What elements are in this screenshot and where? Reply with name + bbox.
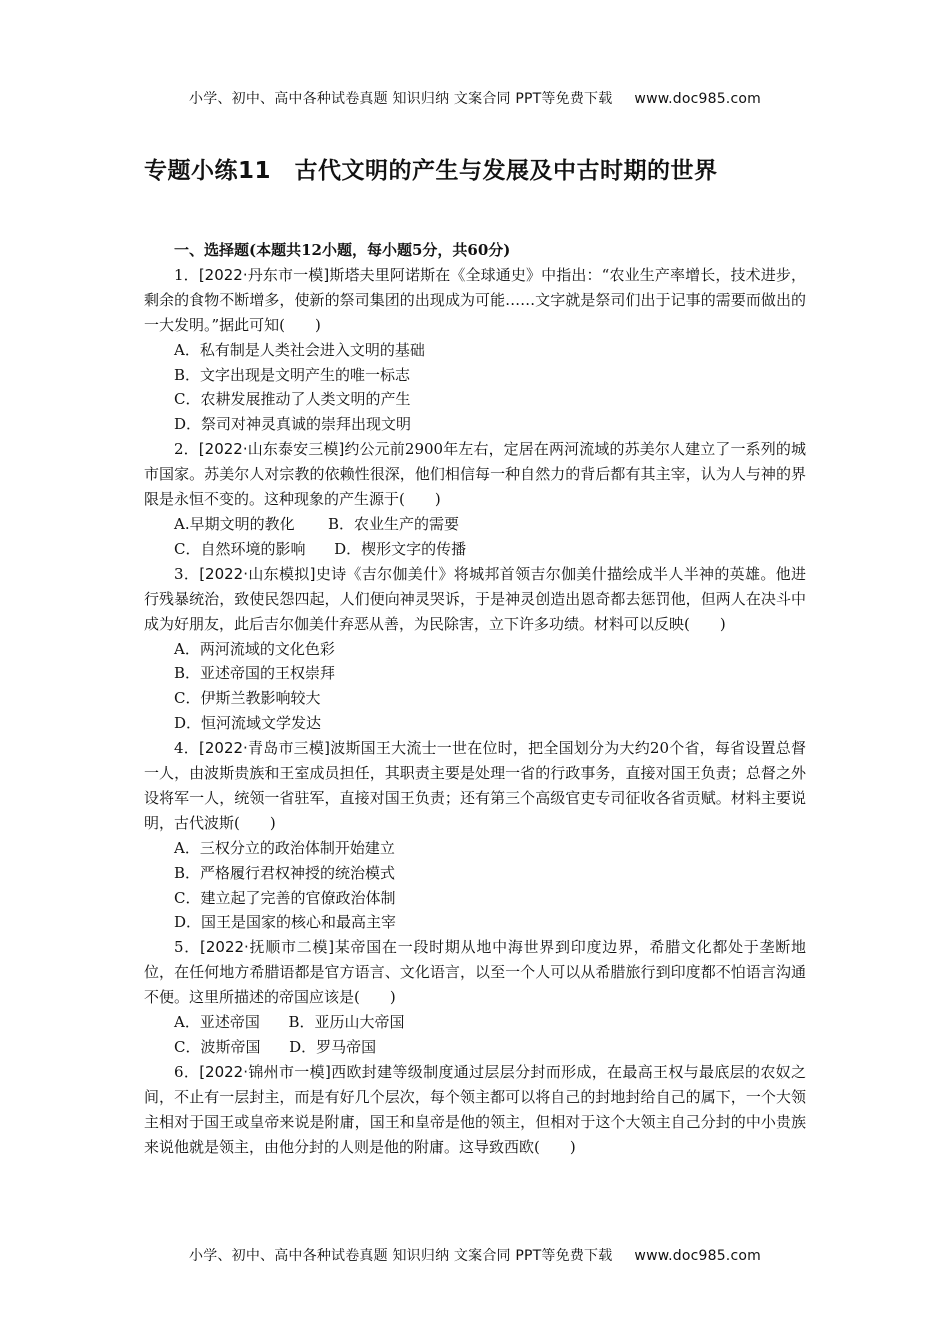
answer-option: A.早期文明的教化 B．农业生产的需要 bbox=[174, 514, 460, 533]
answer-option: A．三权分立的政治体制开始建立 bbox=[174, 838, 395, 857]
question-number: 6． bbox=[174, 1062, 200, 1081]
question-text: 波斯国王大流士一世在位时，把全国划分为大约20个省，每省设置总督一人，由波斯贵族和王室成员担任，其职责主要是处理一省的行政事务，直接对国王负责；总督之外设将军一人，统领一省驻军，直接对国王负责；还有第三个高级官吏专司征收各省贡赋。材料主要说明，古代波斯( ) bbox=[144, 739, 807, 832]
answer-option: C．波斯帝国 D．罗马帝国 bbox=[174, 1038, 377, 1056]
question-number: 2． bbox=[174, 440, 199, 459]
question-number: 1． bbox=[174, 265, 199, 284]
header-text: 小学、初中、高中各种试卷真题 知识归纳 文案合同 PPT等免费下载 bbox=[189, 91, 613, 107]
question-section bbox=[144, 238, 806, 1160]
answer-option: D．国王是国家的核心和最高主宰 bbox=[174, 913, 397, 932]
answer-option: C．自然环境的影响 D．楔形文字的传播 bbox=[174, 539, 467, 558]
question-text: 约公元前2900年左右，定居在两河流域的苏美尔人建立了一系列的城市国家。苏美尔人对宗教的依赖性很深，他们相信每一种自然力的背后都有其主宰，认为人与神的界限是永恒不变的。这种现象的产生源于( ) bbox=[144, 440, 806, 509]
question-text: 斯塔夫里阿诺斯在《全球通史》中指出：“农业生产率增长，技术进步，剩余的食物不断增多，使新的祭司集团的出现成为可能……文字就是祭司们出于记事的需要而做出的一大发明。”据此可知( ) bbox=[144, 265, 807, 334]
question-number: 4． bbox=[174, 739, 199, 758]
question-source: [2022·山东泰安三模] bbox=[198, 440, 345, 459]
question-stem bbox=[144, 736, 806, 836]
footer-site-link[interactable]: www.doc985.com bbox=[634, 1248, 761, 1264]
question-stem bbox=[144, 562, 806, 637]
answer-option: C．伊斯兰教影响较大 bbox=[174, 689, 321, 708]
question-text: 某帝国在一段时期从地中海世界到印度边界，希腊文化都处于垄断地位，在任何地方希腊语都是官方语言、文化语言，以至一个人可以从希腊旅行到印度都不怕语言沟通不便。这里所描述的帝国应该是( ) bbox=[144, 938, 806, 1007]
section-heading: 一、选择题(本题共12小题，每小题5分，共60分) bbox=[174, 241, 511, 259]
question-stem bbox=[144, 263, 806, 338]
answer-option: C．农耕发展推动了人类文明的产生 bbox=[174, 390, 411, 409]
answer-option: D．恒河流域文学发达 bbox=[174, 714, 322, 733]
question-source: [2022·青岛市三模] bbox=[199, 739, 330, 758]
page-header bbox=[0, 88, 950, 108]
question-stem bbox=[144, 1060, 806, 1160]
question-text: 史诗《吉尔伽美什》将城邦首领吉尔伽美什描绘成半人半神的英雄。他进行残暴统治，致使民怨四起，人们便向神灵哭诉，于是神灵创造出恩奇都去惩罚他，但两人在决斗中成为好朋友，此后吉尔伽美什弃恶从善，为民除害，立下许多功绩。材料可以反映( ) bbox=[144, 564, 806, 633]
question-stem bbox=[144, 935, 806, 1010]
header-site-link[interactable]: www.doc985.com bbox=[634, 91, 761, 107]
question-number: 3． bbox=[174, 564, 200, 583]
question-source: [2022·丹东市一模] bbox=[198, 265, 330, 284]
answer-option: B．亚述帝国的王权崇拜 bbox=[174, 664, 336, 683]
answer-option: A．亚述帝国 B．亚历山大帝国 bbox=[174, 1013, 405, 1032]
question-text: 西欧封建等级制度通过层层分封而形成，在最高王权与最底层的农奴之间，不止有一层封主，而是有好几个层次，每个领主都可以将自己的封地封给自己的属下，一个大领主相对于国王或皇帝来说是附庸，国王和皇帝是他的领主，但相对于这个大领主自己分封的中小贵族来说他就是领主，由他分封的人则是他的附庸。这导致西欧( ) bbox=[144, 1062, 806, 1156]
footer-text: 小学、初中、高中各种试卷真题 知识归纳 文案合同 PPT等免费下载 bbox=[189, 1248, 613, 1264]
answer-option: A．两河流域的文化色彩 bbox=[174, 639, 335, 658]
answer-option: B．严格履行君权神授的统治模式 bbox=[174, 863, 396, 882]
answer-option: B．文字出现是文明产生的唯一标志 bbox=[174, 365, 411, 384]
page-title: 专题小练11 古代文明的产生与发展及中古时期的世界 bbox=[144, 158, 718, 184]
answer-option: A．私有制是人类社会进入文明的基础 bbox=[174, 340, 425, 359]
answer-option: C．建立起了完善的官僚政治体制 bbox=[174, 888, 396, 907]
answer-option: D．祭司对神灵真诚的崇拜出现文明 bbox=[174, 415, 412, 434]
question-source: [2022·山东模拟] bbox=[199, 564, 316, 583]
question-number: 5． bbox=[174, 938, 201, 957]
question-stem bbox=[144, 437, 806, 512]
page-footer bbox=[0, 1245, 950, 1265]
question-source: [2022·抚顺市二模] bbox=[200, 938, 335, 957]
question-source: [2022·锦州市一模] bbox=[199, 1062, 331, 1081]
